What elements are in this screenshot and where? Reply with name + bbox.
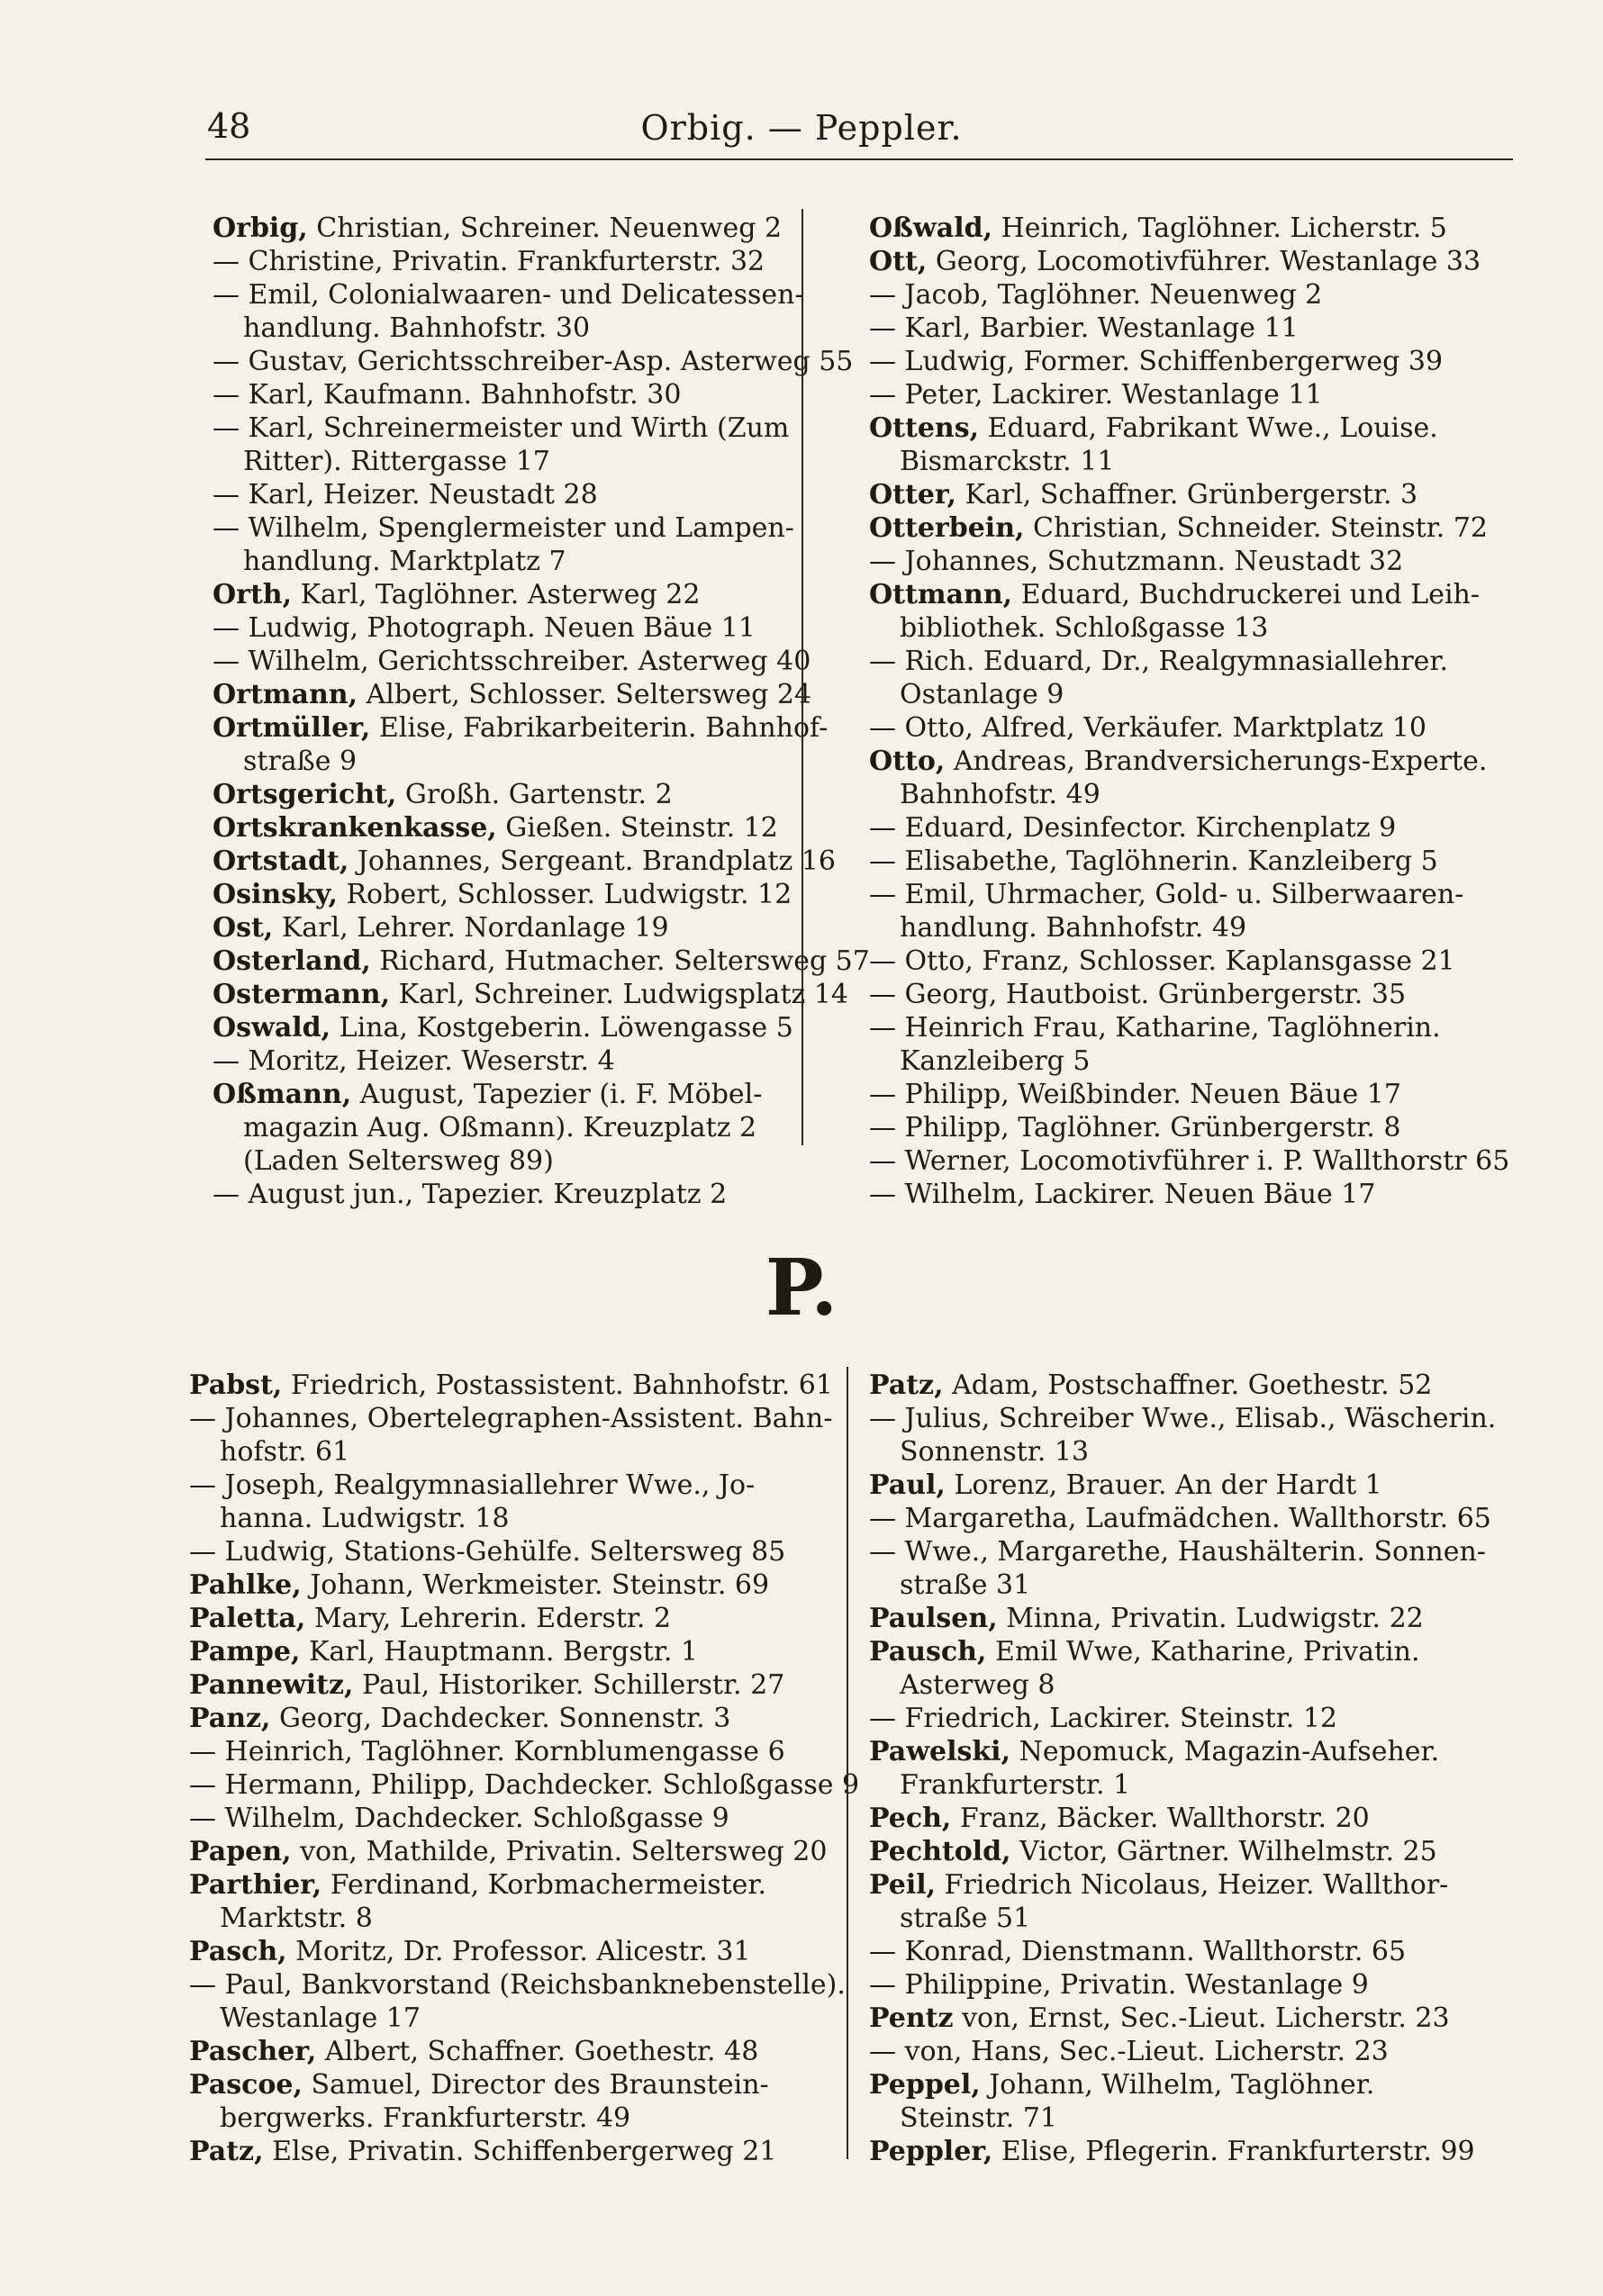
entry-surname: Otto,	[869, 746, 946, 777]
entry-details: Moritz, Dr. Professor. Alicestr. 31	[295, 1936, 751, 1967]
directory-entry	[869, 1078, 1517, 1111]
entry-details: Johannes, Sergeant. Brandplatz 16	[357, 845, 836, 877]
directory-entry	[213, 1078, 789, 1111]
entry-details: straße 51	[900, 1903, 1031, 1934]
entry-details: — Ludwig, Stations-Gehülfe. Seltersweg 85	[189, 1536, 786, 1568]
entry-surname: Oswald,	[213, 1012, 331, 1044]
directory-entry	[869, 911, 1517, 945]
entry-details: bergwerks. Frankfurterstr. 49	[220, 2102, 631, 2134]
entry-details: — Karl, Schreinermeister und Wirth (Zum	[213, 412, 790, 444]
directory-entry	[213, 245, 789, 278]
directory-entry	[213, 511, 794, 545]
entry-surname: Oßmann,	[213, 1079, 352, 1110]
entry-details: Ostanlage 9	[900, 679, 1064, 710]
directory-entry	[869, 1044, 1517, 1078]
directory-entry	[213, 745, 789, 778]
directory-entry	[869, 1369, 1517, 1402]
entry-surname: Ott,	[869, 246, 928, 277]
entry-details: Kanzleiberg 5	[900, 1045, 1091, 1077]
entry-details: Ferdinand, Korbmachermeister.	[330, 1869, 766, 1901]
entry-details: Nepomuck, Magazin-Aufseher.	[1019, 1736, 1440, 1767]
entry-details: Eduard, Buchdruckerei und Leih-	[1020, 579, 1481, 610]
directory-entry	[869, 645, 1517, 678]
directory-entry	[189, 2002, 820, 2035]
entry-details: — Otto, Franz, Schlosser. Kaplansgasse 21	[869, 945, 1455, 977]
directory-entry	[869, 1668, 1517, 1702]
directory-entry	[869, 1535, 1517, 1568]
entry-details: Lina, Kostgeberin. Löwengasse 5	[339, 1012, 793, 1044]
directory-entry	[869, 245, 1517, 278]
directory-entry	[869, 2002, 1517, 2035]
directory-entry	[189, 1602, 820, 1635]
entry-details: — Peter, Lackirer. Westanlage 11	[869, 379, 1323, 411]
entry-surname: Otterbein,	[869, 512, 1025, 544]
directory-entry	[189, 1902, 820, 1935]
directory-entry	[869, 445, 1517, 478]
directory-entry	[189, 1802, 820, 1835]
directory-entry	[213, 978, 849, 1011]
entry-surname: Peppel,	[869, 2069, 981, 2101]
directory-entry	[213, 378, 789, 411]
entry-surname: Ottens,	[869, 412, 980, 444]
directory-entry	[869, 411, 1517, 445]
entry-surname: Ortmüller,	[213, 712, 371, 744]
directory-entry	[189, 1502, 820, 1535]
directory-entry	[213, 1144, 789, 1178]
entry-details: — August jun., Tapezier. Kreuzplatz 2	[213, 1179, 728, 1210]
directory-entry	[869, 811, 1517, 845]
entry-details: Steinstr. 71	[900, 2102, 1058, 2134]
directory-entry	[869, 1502, 1517, 1535]
entry-surname: Pech,	[869, 1803, 952, 1834]
entry-surname: Osterland,	[213, 945, 371, 977]
entry-details: Elise, Pflegerin. Frankfurterstr. 99	[1001, 2136, 1475, 2167]
running-head: Orbig. — Peppler.	[640, 108, 963, 148]
directory-entry	[869, 345, 1517, 378]
directory-entry	[869, 1402, 1517, 1435]
directory-entry	[213, 1178, 789, 1211]
directory-entry	[213, 911, 789, 945]
entry-surname: Oßwald,	[869, 212, 993, 244]
entry-details: Westanlage 17	[220, 2002, 421, 2034]
entry-details: Franz, Bäcker. Wallthorstr. 20	[959, 1803, 1370, 1834]
directory-entry	[869, 511, 1517, 545]
entry-details: — Wilhelm, Dachdecker. Schloßgasse 9	[189, 1803, 729, 1834]
entry-details: Sonnenstr. 13	[900, 1436, 1090, 1468]
entry-details: hofstr. 61	[220, 1436, 350, 1468]
entry-details: Georg, Dachdecker. Sonnenstr. 3	[279, 1703, 731, 1734]
entry-details: Johann, Wilhelm, Taglöhner.	[989, 2069, 1375, 2101]
entry-details: — Konrad, Dienstmann. Wallthorstr. 65	[869, 1936, 1407, 1967]
entry-details: Friedrich Nicolaus, Heizer. Wallthor-	[944, 1869, 1449, 1901]
directory-entry	[213, 278, 804, 312]
directory-entry	[213, 645, 811, 678]
directory-entry	[189, 1735, 820, 1768]
entry-details: Eduard, Fabrikant Wwe., Louise.	[987, 412, 1438, 444]
directory-entry	[189, 1535, 820, 1568]
directory-entry	[189, 1768, 860, 1802]
entry-details: — Ludwig, Former. Schiffenbergerweg 39	[869, 346, 1444, 377]
entry-details: — Philipp, Weißbinder. Neuen Bäue 17	[869, 1079, 1401, 1110]
entry-details: Bahnhofstr. 49	[900, 779, 1100, 810]
entry-surname: Osinsky,	[213, 879, 338, 910]
directory-entry	[869, 1868, 1517, 1902]
directory-entry	[189, 1968, 846, 2002]
directory-entry	[869, 1902, 1517, 1935]
o-section-right-column	[869, 212, 1517, 1211]
column-divider	[847, 1367, 848, 2159]
directory-entry	[189, 1668, 820, 1702]
entry-details: — Jacob, Taglöhner. Neuenweg 2	[869, 279, 1323, 311]
entry-surname: Pannewitz,	[189, 1669, 354, 1701]
entry-details: — Wilhelm, Gerichtsschreiber. Asterweg 40	[213, 646, 811, 677]
directory-entry	[189, 1369, 833, 1402]
entry-details: straße 31	[900, 1569, 1031, 1601]
entry-details: (Laden Seltersweg 89)	[243, 1145, 554, 1177]
directory-entry	[189, 1935, 820, 1968]
entry-surname: Ortmann,	[213, 679, 358, 710]
entry-surname: Pechtold,	[869, 1836, 1011, 1867]
entry-surname: Pawelski,	[869, 1736, 1011, 1767]
directory-entry	[869, 945, 1517, 978]
directory-entry	[189, 1435, 820, 1469]
entry-details: Frankfurterstr. 1	[900, 1769, 1131, 1801]
directory-entry	[213, 1011, 793, 1044]
directory-entry	[189, 1835, 828, 1868]
entry-details: von, Mathilde, Privatin. Seltersweg 20	[300, 1836, 828, 1867]
p-section-left-column	[189, 1369, 860, 2168]
directory-entry	[869, 1968, 1517, 2002]
entry-details: Else, Privatin. Schiffenbergerweg 21	[272, 2136, 777, 2167]
entry-details: August, Tapezier (i. F. Möbel-	[359, 1079, 763, 1110]
entry-details: Johann, Werkmeister. Steinstr. 69	[310, 1569, 770, 1601]
entry-surname: Patz,	[869, 1369, 944, 1401]
directory-entry	[869, 1935, 1517, 1968]
entry-details: — Werner, Locomotivführer i. P. Wallthorstr 65	[869, 1145, 1510, 1177]
entry-details: — Joseph, Realgymnasiallehrer Wwe., Jo-	[189, 1469, 756, 1501]
entry-details: Karl, Lehrer. Nordanlage 19	[281, 912, 669, 944]
directory-entry	[213, 478, 789, 511]
entry-surname: Pabst,	[189, 1369, 283, 1401]
entry-surname: Panz,	[189, 1703, 271, 1734]
directory-entry	[213, 945, 870, 978]
directory-entry	[189, 1868, 820, 1902]
directory-entry	[213, 778, 789, 811]
entry-details: magazin Aug. Oßmann). Kreuzplatz 2	[243, 1112, 757, 1143]
entry-details: Christian, Schreiner. Neuenweg 2	[316, 212, 783, 244]
directory-entry	[869, 845, 1517, 878]
directory-entry	[213, 411, 789, 445]
directory-entry	[869, 1111, 1517, 1144]
entry-surname: Orth,	[213, 579, 293, 610]
directory-entry	[869, 478, 1517, 511]
entry-details: Friedrich, Postassistent. Bahnhofstr. 61	[290, 1369, 833, 1401]
entry-details: — Karl, Heizer. Neustadt 28	[213, 479, 598, 511]
entry-details: Richard, Hutmacher. Seltersweg 57	[379, 945, 870, 977]
directory-entry	[213, 711, 829, 745]
header-rule	[205, 158, 1513, 160]
entry-details: — Karl, Kaufmann. Bahnhofstr. 30	[213, 379, 682, 411]
entry-surname: Parthier,	[189, 1869, 322, 1901]
directory-entry	[869, 1469, 1517, 1502]
entry-details: Robert, Schlosser. Ludwigstr. 12	[346, 879, 792, 910]
entry-details: Emil Wwe, Katharine, Privatin.	[994, 1636, 1420, 1668]
entry-details: — Julius, Schreiber Wwe., Elisab., Wäscherin.	[869, 1403, 1497, 1434]
directory-entry	[869, 1768, 1517, 1802]
entry-details: Karl, Schaffner. Grünbergerstr. 3	[965, 479, 1418, 511]
directory-entry	[869, 745, 1517, 778]
entry-details: Lorenz, Brauer. An der Hardt 1	[954, 1469, 1382, 1501]
entry-details: — Elisabethe, Taglöhnerin. Kanzleiberg 5	[869, 845, 1438, 877]
directory-entry	[869, 212, 1517, 245]
entry-details: — Johannes, Schutzmann. Neustadt 32	[869, 546, 1404, 577]
entry-details: — Rich. Eduard, Dr., Realgymnasiallehrer.	[869, 646, 1448, 677]
directory-entry	[869, 2135, 1517, 2168]
directory-entry	[213, 312, 789, 345]
entry-details: — Johannes, Obertelegraphen-Assistent. Bahn-	[189, 1403, 833, 1434]
entry-details: bibliothek. Schloßgasse 13	[900, 612, 1269, 644]
page-number: 48	[207, 106, 251, 146]
entry-details: — Wilhelm, Lackirer. Neuen Bäue 17	[869, 1179, 1376, 1210]
entry-surname: Peil,	[869, 1869, 937, 1901]
directory-entry	[213, 578, 789, 611]
directory-entry	[869, 1802, 1517, 1835]
entry-surname: Ortsgericht,	[213, 779, 397, 810]
entry-details: Karl, Hauptmann. Bergstr. 1	[309, 1636, 698, 1668]
entry-details: straße 9	[243, 746, 358, 777]
directory-entry	[213, 878, 792, 911]
directory-entry	[189, 2135, 820, 2168]
entry-details: — Hermann, Philipp, Dachdecker. Schloßgasse 9	[189, 1769, 860, 1801]
entry-surname: Paulsen,	[869, 1603, 998, 1634]
entry-details: Marktstr. 8	[220, 1903, 373, 1934]
entry-surname: Pausch,	[869, 1636, 987, 1668]
entry-details: handlung. Marktplatz 7	[243, 546, 566, 577]
entry-surname: Peppler,	[869, 2136, 993, 2167]
directory-entry	[869, 1011, 1517, 1044]
directory-entry	[869, 1568, 1517, 1602]
directory-entry	[213, 545, 789, 578]
entry-surname: Ostermann,	[213, 979, 391, 1010]
entry-details: — Eduard, Desinfector. Kirchenplatz 9	[869, 812, 1397, 844]
letter-heading: P.	[765, 1243, 838, 1333]
directory-entry	[869, 1635, 1517, 1668]
directory-entry	[869, 545, 1517, 578]
directory-entry	[213, 611, 789, 645]
directory-entry	[189, 1702, 820, 1735]
o-section-left-column	[213, 212, 870, 1211]
directory-entry	[869, 278, 1517, 312]
entry-surname: Patz,	[189, 2136, 264, 2167]
entry-details: — Ludwig, Photograph. Neuen Bäue 11	[213, 612, 756, 644]
entry-details: Victor, Gärtner. Wilhelmstr. 25	[1019, 1836, 1437, 1867]
directory-entry	[213, 1044, 789, 1078]
entry-details: — Paul, Bankvorstand (Reichsbanknebenstelle).	[189, 1969, 846, 2001]
directory-entry	[189, 2035, 820, 2068]
entry-surname: Papen,	[189, 1836, 292, 1867]
entry-details: — Wilhelm, Spenglermeister und Lampen-	[213, 512, 794, 544]
entry-details: — Heinrich, Taglöhner. Kornblumengasse 6	[189, 1736, 785, 1767]
entry-surname: Paletta,	[189, 1603, 306, 1634]
directory-entry	[869, 1435, 1517, 1469]
directory-entry	[869, 1735, 1517, 1768]
entry-details: von, Ernst, Sec.-Lieut. Licherstr. 23	[962, 2002, 1450, 2034]
directory-entry	[213, 811, 789, 845]
entry-surname: Pahlke,	[189, 1569, 302, 1601]
directory-entry	[213, 212, 789, 245]
entry-details: Karl, Taglöhner. Asterweg 22	[300, 579, 701, 610]
directory-entry	[213, 345, 854, 378]
entry-details: Albert, Schlosser. Seltersweg 24	[366, 679, 812, 710]
entry-details: — Karl, Barbier. Westanlage 11	[869, 312, 1299, 344]
entry-details: — Wwe., Margarethe, Haushälterin. Sonnen-	[869, 1536, 1486, 1568]
entry-details: Albert, Schaffner. Goethestr. 48	[324, 2036, 759, 2067]
directory-entry	[189, 1568, 820, 1602]
directory-entry	[869, 312, 1517, 345]
directory-entry	[869, 711, 1517, 745]
entry-details: — Emil, Colonialwaaren- und Delicatessen-	[213, 279, 804, 311]
directory-entry	[189, 1635, 820, 1668]
directory-entry	[869, 1602, 1517, 1635]
entry-surname: Paul,	[869, 1469, 946, 1501]
entry-details: hanna. Ludwigstr. 18	[220, 1503, 510, 1534]
directory-entry	[869, 778, 1517, 811]
directory-entry	[189, 2068, 820, 2102]
entry-surname: Ortskrankenkasse,	[213, 812, 497, 844]
entry-details: — Heinrich Frau, Katharine, Taglöhnerin.	[869, 1012, 1441, 1044]
entry-details: Asterweg 8	[900, 1669, 1055, 1701]
entry-details: — Philipp, Taglöhner. Grünbergerstr. 8	[869, 1112, 1401, 1143]
entry-details: Elise, Fabrikarbeiterin. Bahnhof-	[378, 712, 829, 744]
entry-surname: Orbig,	[213, 212, 308, 244]
directory-entry	[869, 611, 1517, 645]
entry-details: Georg, Locomotivführer. Westanlage 33	[935, 246, 1481, 277]
directory-entry	[189, 1469, 820, 1502]
p-section-right-column	[869, 1369, 1517, 2168]
entry-details: — von, Hans, Sec.-Lieut. Licherstr. 23	[869, 2036, 1389, 2067]
entry-surname: Pasch,	[189, 1936, 287, 1967]
directory-entry	[869, 2035, 1517, 2068]
directory-entry	[213, 445, 789, 478]
entry-details: Ritter). Rittergasse 17	[243, 446, 550, 477]
directory-entry	[869, 878, 1517, 911]
entry-details: — Otto, Alfred, Verkäufer. Marktplatz 10	[869, 712, 1426, 744]
directory-entry	[213, 845, 836, 878]
entry-details: — Georg, Hautboist. Grünbergerstr. 35	[869, 979, 1407, 1010]
directory-entry	[869, 1835, 1517, 1868]
entry-details: Karl, Schreiner. Ludwigsplatz 14	[398, 979, 849, 1010]
entry-details: Adam, Postschaffner. Goethestr. 52	[952, 1369, 1433, 1401]
directory-entry	[189, 2102, 820, 2135]
entry-surname: Pascher,	[189, 2036, 317, 2067]
directory-entry	[869, 2068, 1517, 2102]
directory-entry	[869, 578, 1517, 611]
entry-details: — Margaretha, Laufmädchen. Wallthorstr. 65	[869, 1503, 1491, 1534]
entry-details: — Gustav, Gerichtsschreiber-Asp. Asterweg 55	[213, 346, 854, 377]
directory-entry	[869, 1702, 1517, 1735]
entry-details: — Emil, Uhrmacher, Gold- u. Silberwaaren-	[869, 879, 1464, 910]
entry-surname: Pampe,	[189, 1636, 301, 1668]
entry-details: Minna, Privatin. Ludwigstr. 22	[1006, 1603, 1424, 1634]
directory-entry	[869, 678, 1517, 711]
directory-entry	[213, 1111, 789, 1144]
entry-details: Heinrich, Taglöhner. Licherstr. 5	[1001, 212, 1447, 244]
directory-entry	[869, 978, 1517, 1011]
entry-surname: Pentz	[869, 2002, 954, 2034]
entry-details: Bismarckstr. 11	[900, 446, 1115, 477]
column-divider	[802, 209, 803, 1145]
entry-details: Andreas, Brandversicherungs-Experte.	[953, 746, 1488, 777]
entry-surname: Ottmann,	[869, 579, 1013, 610]
entry-surname: Ost,	[213, 912, 274, 944]
directory-entry	[869, 1178, 1517, 1211]
entry-details: Mary, Lehrerin. Ederstr. 2	[313, 1603, 672, 1634]
entry-surname: Otter,	[869, 479, 957, 511]
entry-details: — Christine, Privatin. Frankfurterstr. 32	[213, 246, 765, 277]
directory-entry	[213, 678, 812, 711]
directory-entry	[869, 378, 1517, 411]
entry-details: handlung. Bahnhofstr. 49	[900, 912, 1247, 944]
entry-details: — Philippine, Privatin. Westanlage 9	[869, 1969, 1369, 2001]
entry-details: handlung. Bahnhofstr. 30	[243, 312, 591, 344]
entry-surname: Ortstadt,	[213, 845, 349, 877]
directory-entry	[869, 1144, 1517, 1178]
entry-surname: Pascoe,	[189, 2069, 303, 2101]
entry-details: Großh. Gartenstr. 2	[404, 779, 673, 810]
entry-details: Gießen. Steinstr. 12	[505, 812, 778, 844]
entry-details: — Moritz, Heizer. Weserstr. 4	[213, 1045, 615, 1077]
entry-details: — Friedrich, Lackirer. Steinstr. 12	[869, 1703, 1337, 1734]
entry-details: Paul, Historiker. Schillerstr. 27	[362, 1669, 785, 1701]
directory-entry	[869, 2102, 1517, 2135]
entry-details: Samuel, Director des Braunstein-	[311, 2069, 769, 2101]
directory-entry	[189, 1402, 833, 1435]
entry-details: Christian, Schneider. Steinstr. 72	[1033, 512, 1488, 544]
